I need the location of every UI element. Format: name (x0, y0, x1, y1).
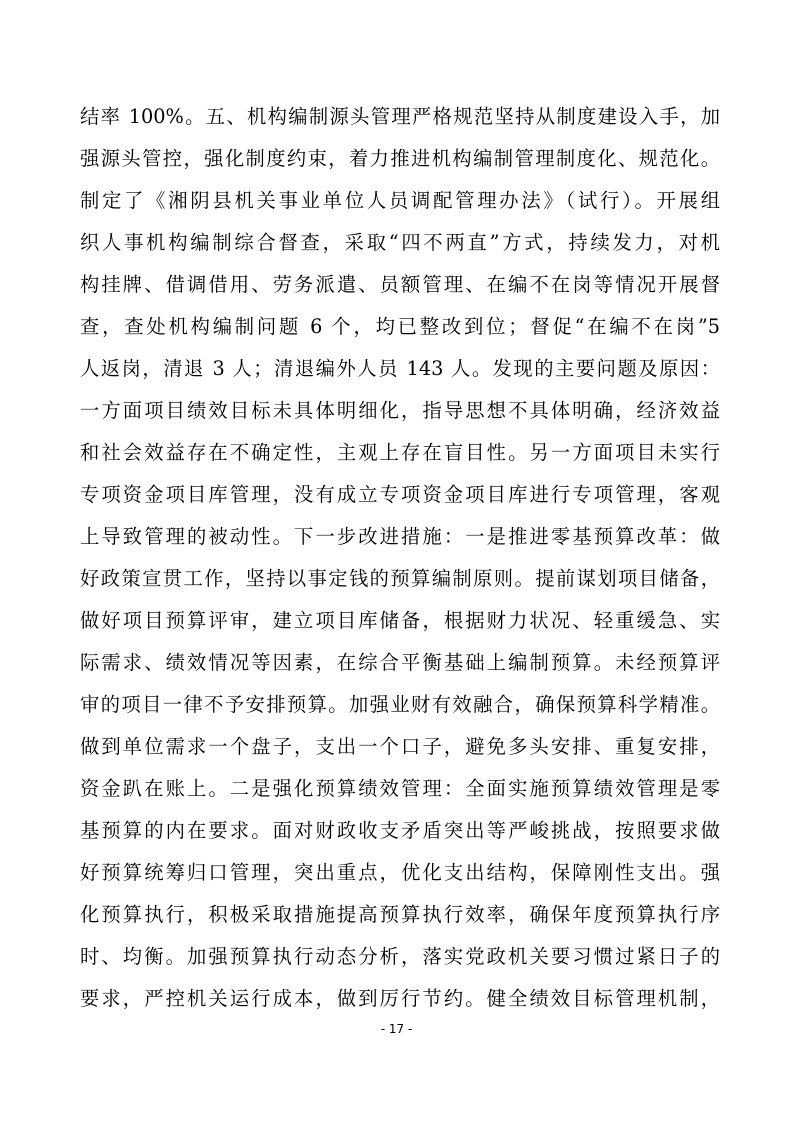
text-line: 查，查处机构编制问题 6 个，均已整改到位；督促“在编不在岗”5 (80, 315, 720, 338)
text-line: 基预算的内在要求。面对财政收支矛盾突出等严峻挑战，按照要求做 (80, 819, 720, 842)
page-number: - 17 - (380, 1022, 413, 1036)
text-line: 际需求、绩效情况等因素，在综合平衡基础上编制预算。未经预算评 (80, 651, 720, 674)
text-line: 资金趴在账上。二是强化预算绩效管理：全面实施预算绩效管理是零 (80, 777, 720, 800)
text-line: 做好项目预算评审，建立项目库储备，根据财力状况、轻重缓急、实 (80, 609, 720, 632)
text-line: 结率 100%。五、机构编制源头管理严格规范坚持从制度建设入手，加 (80, 105, 720, 128)
text-line: 织人事机构编制综合督查，采取“四不两直”方式，持续发力，对机 (80, 231, 720, 254)
text-line: 制定了《湘阴县机关事业单位人员调配管理办法》（试行）。开展组 (80, 189, 720, 212)
text-line: 人返岗，清退 3 人；清退编外人员 143 人。发现的主要问题及原因： (80, 357, 720, 380)
text-line: 时、均衡。加强预算执行动态分析，落实党政机关要习惯过紧日子的 (80, 945, 720, 968)
text-line: 审的项目一律不予安排预算。加强业财有效融合，确保预算科学精准。 (80, 693, 720, 716)
text-line: 好政策宣贯工作，坚持以事定钱的预算编制原则。提前谋划项目储备， (80, 567, 720, 590)
text-line: 做到单位需求一个盘子，支出一个口子，避免多头安排、重复安排， (80, 735, 720, 758)
text-line: 一方面项目绩效目标未具体明细化，指导思想不具体明确，经济效益 (80, 399, 720, 422)
text-line: 和社会效益存在不确定性，主观上存在盲目性。另一方面项目未实行 (80, 441, 720, 464)
text-line: 上导致管理的被动性。下一步改进措施：一是推进零基预算改革：做 (80, 525, 720, 548)
text-line: 构挂牌、借调借用、劳务派遣、员额管理、在编不在岗等情况开展督 (80, 273, 720, 296)
text-line: 化预算执行，积极采取措施提高预算执行效率，确保年度预算执行序 (80, 903, 720, 926)
body-text (80, 96, 720, 1020)
text-line: 专项资金项目库管理，没有成立专项资金项目库进行专项管理，客观 (80, 483, 720, 506)
text-line: 强源头管控，强化制度约束，着力推进机构编制管理制度化、规范化。 (80, 147, 720, 170)
text-line: 要求，严控机关运行成本，做到厉行节约。健全绩效目标管理机制， (80, 987, 720, 1010)
text-line: 好预算统筹归口管理，突出重点，优化支出结构，保障刚性支出。强 (80, 861, 720, 884)
